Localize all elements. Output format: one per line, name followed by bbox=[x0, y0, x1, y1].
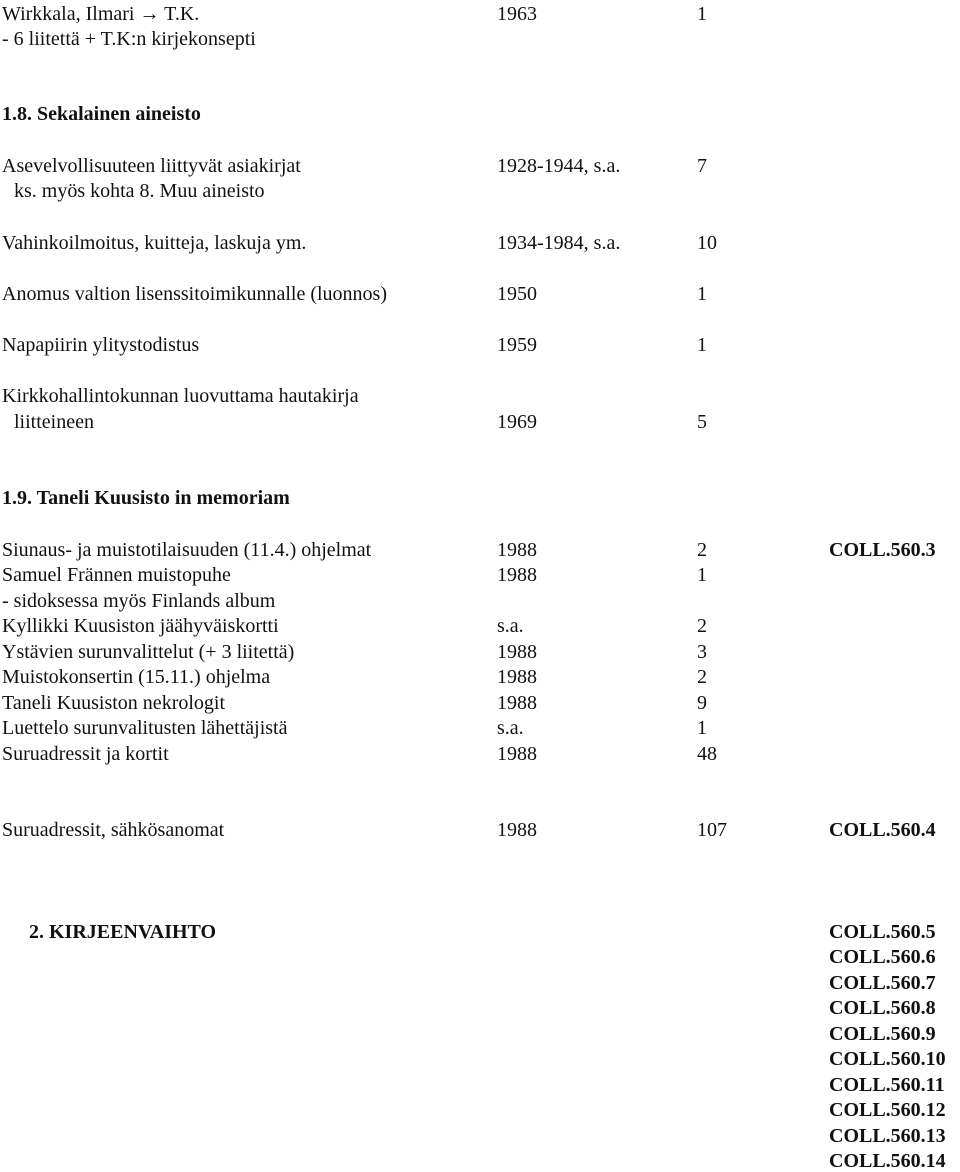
collection-code: COLL.560.11 bbox=[829, 1074, 945, 1096]
collection-code: COLL.560.14 bbox=[829, 1150, 946, 1172]
entry-title: Wirkkala, Ilmari → T.K. bbox=[2, 3, 200, 25]
row-title: Samuel Frännen muistopuhe bbox=[2, 564, 231, 586]
row-count: 9 bbox=[697, 692, 707, 714]
row-year: 1988 bbox=[497, 743, 537, 765]
row-count: 1 bbox=[697, 334, 707, 356]
row-count: 1 bbox=[697, 717, 707, 739]
row-count: 5 bbox=[697, 411, 707, 433]
row-year: 1988 bbox=[497, 641, 537, 663]
entry-count: 1 bbox=[697, 3, 707, 25]
row-title: Suruadressit, sähkösanomat bbox=[2, 819, 225, 841]
collection-code: COLL.560.9 bbox=[829, 1023, 936, 1045]
row-year: 1959 bbox=[497, 334, 537, 356]
row-title: Suruadressit ja kortit bbox=[2, 743, 169, 765]
row-count: 3 bbox=[697, 641, 707, 663]
row-year: 1969 bbox=[497, 411, 537, 433]
row-title: Anomus valtion lisenssitoimikunnalle (luonnos) bbox=[2, 283, 387, 305]
row-year: s.a. bbox=[497, 615, 524, 637]
row-title: Asevelvollisuuteen liittyvät asiakirjat bbox=[2, 155, 301, 177]
row-count: 2 bbox=[697, 666, 707, 688]
collection-code: COLL.560.7 bbox=[829, 972, 936, 994]
row-title: Napapiirin ylitystodistus bbox=[2, 334, 200, 356]
row-year: 1934-1984, s.a. bbox=[497, 232, 621, 254]
collection-code: COLL.560.4 bbox=[829, 819, 936, 841]
collection-code: COLL.560.5 bbox=[829, 921, 936, 943]
row-note: - sidoksessa myös Finlands album bbox=[2, 590, 276, 612]
row-year: 1988 bbox=[497, 564, 537, 586]
row-year: s.a. bbox=[497, 717, 524, 739]
section-heading-1-8: 1.8. Sekalainen aineisto bbox=[2, 103, 201, 125]
row-title: Taneli Kuusiston nekrologit bbox=[2, 692, 226, 714]
entry-note: - 6 liitettä + T.K:n kirjekonsepti bbox=[2, 28, 256, 50]
row-title: Vahinkoilmoitus, kuitteja, laskuja ym. bbox=[2, 232, 307, 254]
collection-code: COLL.560.8 bbox=[829, 997, 936, 1019]
row-count: 2 bbox=[697, 615, 707, 637]
row-count: 107 bbox=[697, 819, 727, 841]
row-title: Kyllikki Kuusiston jäähyväiskortti bbox=[2, 615, 279, 637]
row-year: 1988 bbox=[497, 539, 537, 561]
collection-code: COLL.560.6 bbox=[829, 946, 936, 968]
row-count: 48 bbox=[697, 743, 717, 765]
collection-code: COLL.560.3 bbox=[829, 539, 936, 561]
row-title: Siunaus- ja muistotilaisuuden (11.4.) ohjelmat bbox=[2, 539, 372, 561]
row-year: 1988 bbox=[497, 692, 537, 714]
row-note: ks. myös kohta 8. Muu aineisto bbox=[14, 180, 265, 202]
row-count: 2 bbox=[697, 539, 707, 561]
section-heading-1-9: 1.9. Taneli Kuusisto in memoriam bbox=[2, 487, 290, 509]
collection-code: COLL.560.10 bbox=[829, 1048, 946, 1070]
row-title: Ystävien surunvalittelut (+ 3 liitettä) bbox=[2, 641, 295, 663]
row-year: 1988 bbox=[497, 666, 537, 688]
row-count: 7 bbox=[697, 155, 707, 177]
section-heading-2: 2. KIRJEENVAIHTO bbox=[29, 921, 217, 943]
row-count: 10 bbox=[697, 232, 717, 254]
row-title-continued: liitteineen bbox=[14, 411, 94, 433]
row-count: 1 bbox=[697, 283, 707, 305]
row-year: 1950 bbox=[497, 283, 537, 305]
entry-year: 1963 bbox=[497, 3, 537, 25]
row-title: Muistokonsertin (15.11.) ohjelma bbox=[2, 666, 271, 688]
collection-code: COLL.560.13 bbox=[829, 1125, 946, 1147]
row-year: 1988 bbox=[497, 819, 537, 841]
row-title: Kirkkohallintokunnan luovuttama hautakirja bbox=[2, 385, 359, 407]
collection-code: COLL.560.12 bbox=[829, 1099, 946, 1121]
row-title: Luettelo surunvalitusten lähettäjistä bbox=[2, 717, 288, 739]
row-count: 1 bbox=[697, 564, 707, 586]
row-year: 1928-1944, s.a. bbox=[497, 155, 621, 177]
